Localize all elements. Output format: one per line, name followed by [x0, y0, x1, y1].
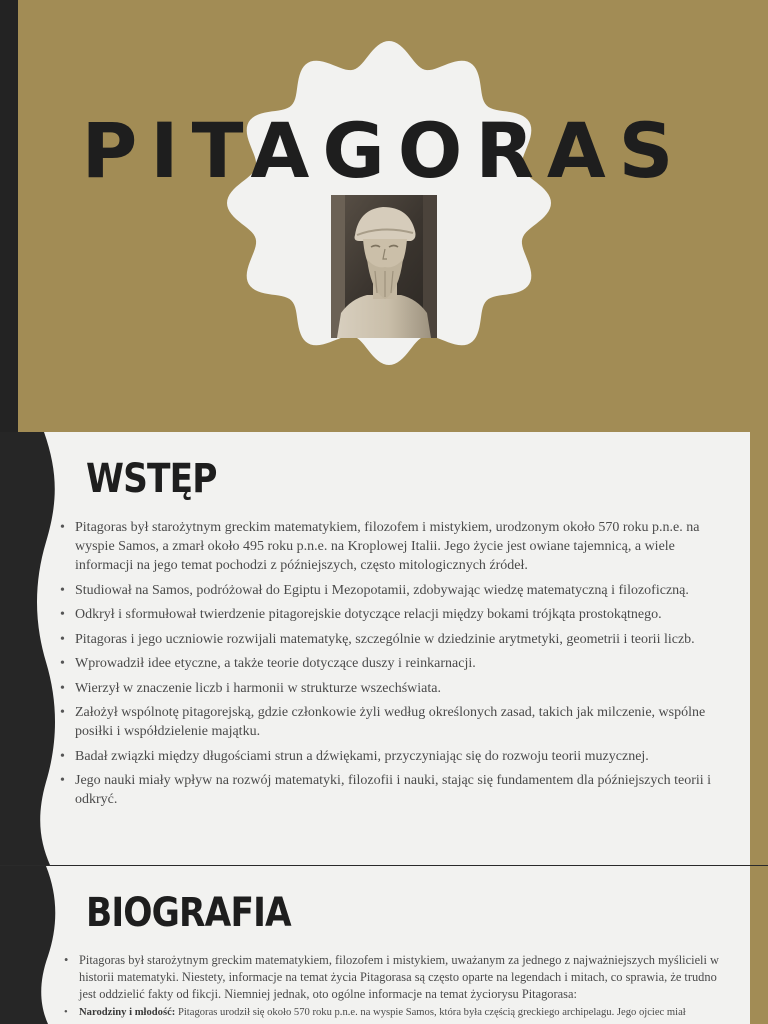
list-item: • Jego nauki miały wpływ na rozwój matematyki, filozofii i nauki, stając się fundamentem dla późniejszych teorii i odkryć.	[60, 771, 734, 809]
section-heading-wstep: WSTĘP	[86, 456, 217, 502]
list-item: • Badał związki między długościami strun a dźwiękami, przyczyniając się do rozwoju teorii muzycznej.	[60, 747, 734, 766]
list-item-text: Pitagoras urodził się około 570 roku p.n.e. na wyspie Samos, która była częścią greckiego archipelagu. Jego ojciec miał	[175, 1007, 686, 1018]
list-item	[64, 1005, 732, 1020]
list-item: • Założył wspólnotę pitagorejską, gdzie członkowie żyli według określonych zasad, takich jak milczenie, wspólne posiłki i współdzielenie majątku.	[60, 703, 734, 741]
pythagoras-bust-image	[331, 195, 437, 338]
wavy-left-border	[0, 866, 58, 1024]
biography-bullet-list	[64, 952, 732, 1022]
list-item: • Wprowadził idee etyczne, a także teorie dotyczące duszy i reinkarnacji.	[60, 654, 734, 673]
list-item: • Odkrył i sformułował twierdzenie pitagorejskie dotyczące relacji między bokami trójkąta prostokątnego.	[60, 605, 734, 624]
biography-slide	[0, 866, 768, 1024]
list-item-lead: Narodziny i młodość:	[79, 1007, 176, 1018]
right-gold-strip	[750, 866, 768, 1024]
list-item: • Pitagoras był starożytnym greckim matematykiem, filozofem i mistykiem, uważanym za jednego z najważniejszych myślicieli w historii matematyki. Niestety, informacje na temat życia Pitagorasa są często oparte na legendach i mitach, co sprawia, że trudno jest oddzielić fakty od fikcji. Niemniej jednak, oto ogólne informacje na temat życiorysu Pitagorasa:	[64, 952, 732, 1003]
title-slide	[0, 0, 768, 432]
left-dark-strip	[0, 0, 18, 432]
presentation-title: PITAGORAS	[81, 106, 687, 195]
right-gold-strip	[750, 432, 768, 865]
section-heading-biografia: BIOGRAFIA	[86, 890, 291, 936]
list-item: • Wierzył w znaczenie liczb i harmonii w strukturze wszechświata.	[60, 679, 734, 698]
list-item: • Pitagoras i jego uczniowie rozwijali matematykę, szczególnie w dziedzinie arytmetyki, geometrii i teorii liczb.	[60, 630, 734, 649]
list-item: • Studiował na Samos, podróżował do Egiptu i Mezopotamii, zdobywając wiedzę matematyczną i filozoficzną.	[60, 581, 734, 600]
intro-bullet-list	[60, 518, 734, 815]
wavy-left-border	[0, 432, 58, 865]
intro-slide	[0, 432, 768, 865]
list-item: • Pitagoras był starożytnym greckim matematykiem, filozofem i mistykiem, urodzonym około 570 roku p.n.e. na wyspie Samos, a zmarł około 495 roku p.n.e. na Kroplowej Italii. Jego życie jest owiane tajemnicą, a wiele informacji na jego temat pochodzi z późniejszych, często mitologicznych źródeł.	[60, 518, 734, 575]
